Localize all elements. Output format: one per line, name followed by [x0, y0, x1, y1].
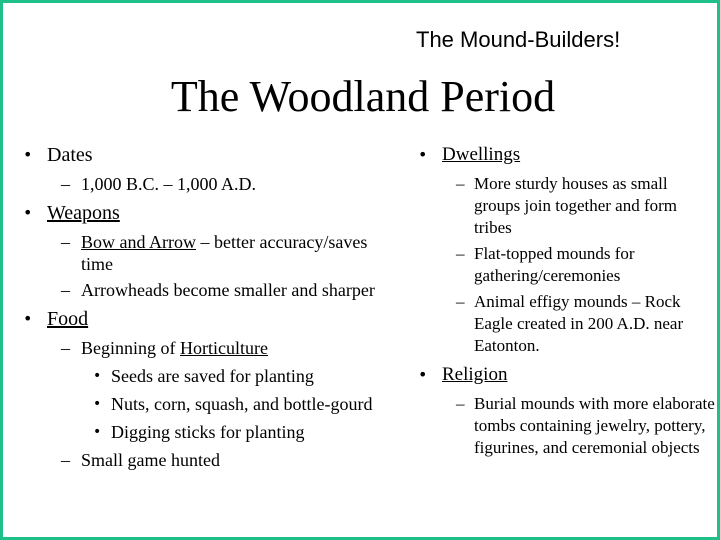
slide-title: The Woodland Period	[170, 72, 556, 121]
bullet-icon: •	[23, 309, 33, 328]
weapons-item-1: – Bow and Arrow – better accuracy/saves time	[61, 232, 368, 274]
dwellings-item-2: – Flat-topped mounds for gathering/ceremonies	[456, 244, 635, 285]
bullet-religion	[416, 363, 716, 387]
bullet-icon: •	[93, 424, 102, 440]
bullet-icon: •	[418, 365, 428, 384]
bullet-weapons	[21, 201, 386, 225]
slide-subtitle: The Mound-Builders!	[416, 27, 621, 52]
food-subitem-3: • Digging sticks for planting	[93, 422, 305, 442]
weapons-label: Weapons	[47, 202, 120, 224]
food-label: Food	[47, 308, 89, 330]
dwellings-item-1: – More sturdy houses as small groups join together and form tribes	[456, 174, 678, 237]
weapons-item-2: – Arrowheads become smaller and sharper	[61, 280, 375, 300]
religion-label: Religion	[442, 364, 508, 385]
dwellings-label: Dwellings	[442, 144, 521, 165]
food-subitem-2: • Nuts, corn, squash, and bottle-gourd	[93, 394, 373, 414]
bullet-icon: •	[23, 145, 33, 164]
bullet-food	[21, 307, 386, 331]
bullet-icon: •	[23, 203, 33, 222]
right-column	[416, 143, 716, 459]
food-item-1: – Beginning of Horticulture	[61, 338, 268, 358]
left-column	[21, 143, 386, 471]
religion-item-1: – Burial mounds with more elaborate tombs containing jewelry, pottery, figurines, and ceremonial objects	[456, 394, 715, 457]
bullet-dwellings	[416, 143, 716, 167]
dates-item: – 1,000 B.C. – 1,000 A.D.	[61, 174, 257, 194]
bullet-icon: •	[93, 396, 102, 412]
food-item-2: – Small game hunted	[61, 450, 220, 470]
bullet-icon: •	[418, 145, 428, 164]
bullet-icon: •	[93, 368, 102, 384]
bullet-dates	[21, 143, 386, 167]
food-subitem-1: • Seeds are saved for planting	[93, 366, 314, 386]
dates-label: Dates	[47, 144, 93, 166]
dwellings-item-3: – Animal effigy mounds – Rock Eagle created in 200 A.D. near Eatonton.	[456, 292, 684, 355]
